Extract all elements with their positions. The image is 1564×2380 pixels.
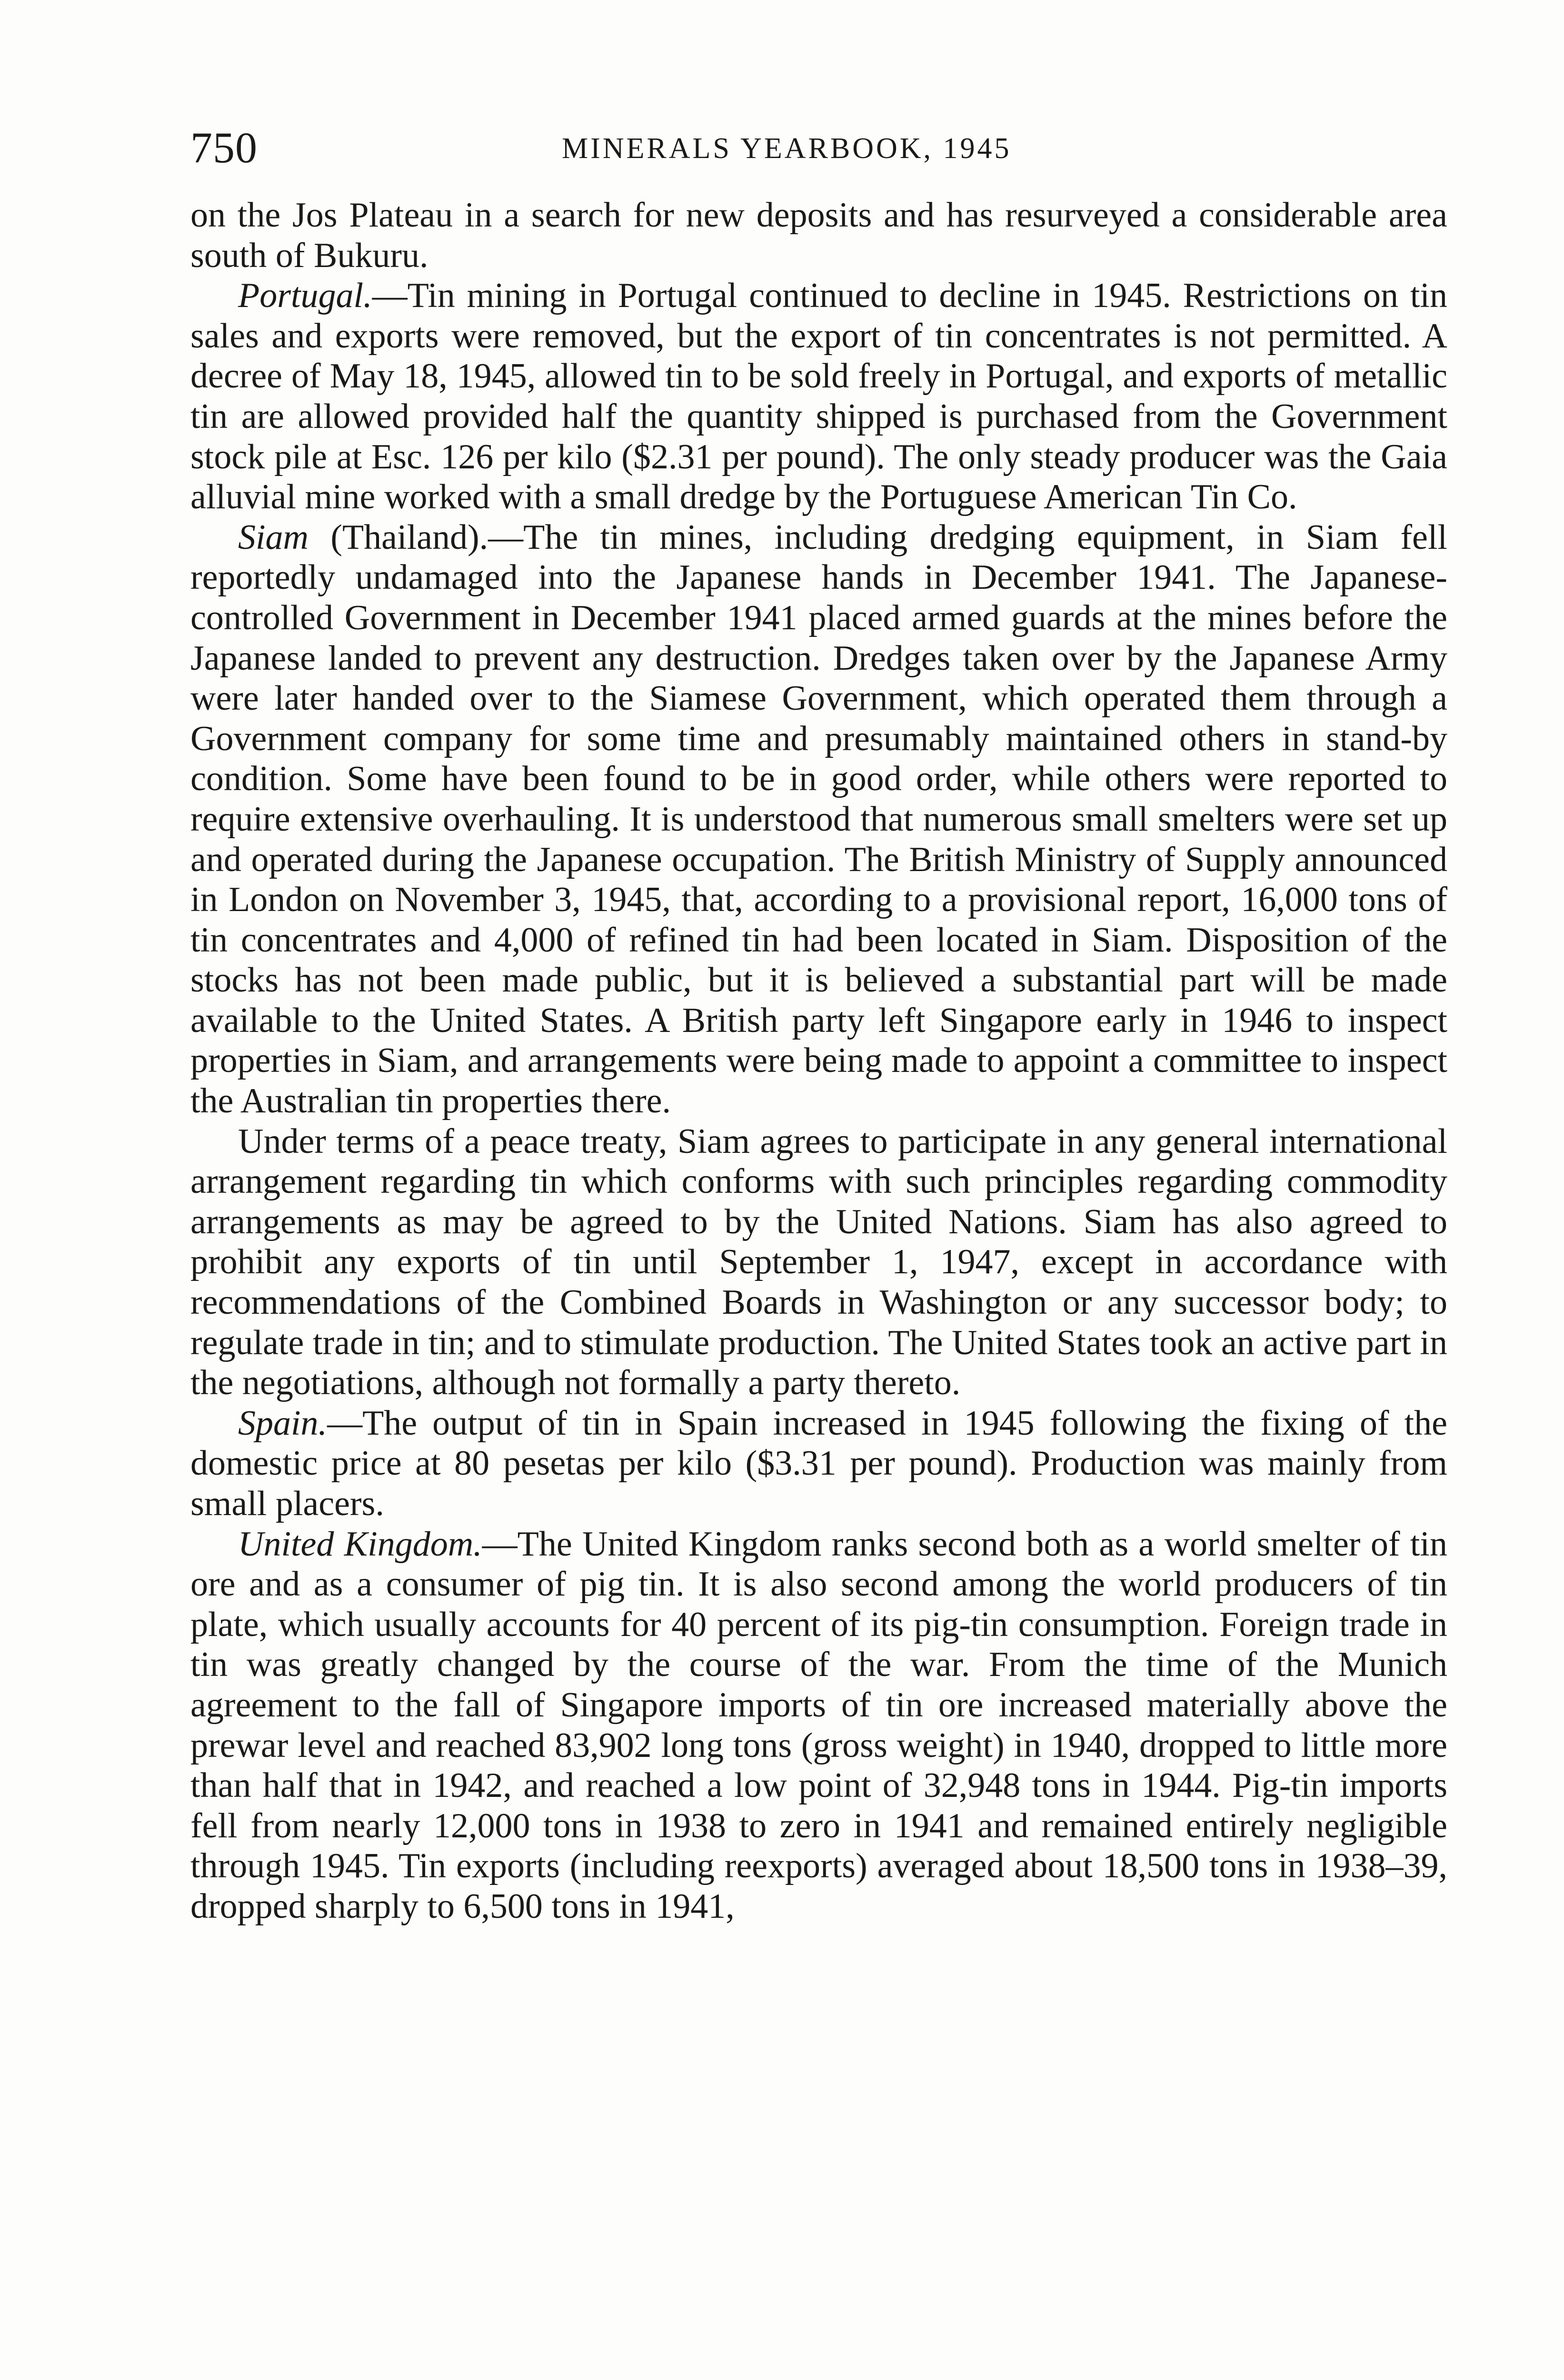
paragraph-text: (Thailand).—The tin mines, including dredging equipment, in Siam fell reportedly undamaged into the Japanese hands in December 1941. The Japanese-controlled Government in December 1941 placed armed guards at the mines before the Japanese landed to prevent any destruction. Dredges taken over by the Japanese Army were later handed over to the Siamese Government, which operated them through a Government company for some time and presumably maintained others in stand-by condition. Some have been found to be in good order, while others were reported to require extensive overhauling. It is understood that numerous small smelters were set up and operated during the Japanese occupation. The British Ministry of Supply announced in London on November 3, 1945, that, according to a provisional report, 16,000 tons of tin concentrates and 4,000 of refined tin had been located in Siam. Disposition of the stocks has not been made public, but it is believed a substantial part will be made available to the United States. A British party left Singapore early in 1946 to inspect properties in Siam, and arrangements were being made to appoint a committee to inspect the Australian tin properties there.	[190, 517, 1447, 1121]
section-lead-spain: Spain.	[238, 1403, 328, 1443]
section-lead-united-kingdom: United Kingdom.	[238, 1524, 482, 1564]
page-header	[190, 121, 1447, 174]
paragraph-continuation	[190, 195, 1447, 276]
paragraph-text: —The United Kingdom ranks second both as a world smelter of tin ore and as a consumer of pig tin. It is also second among the world producers of tin plate, which usually accounts for 40 percent of its pig-tin consumption. Foreign trade in tin was greatly changed by the course of the war. From the time of the Munich agreement to the fall of Singapore imports of tin ore increased materially above the prewar level and reached 83,902 long tons (gross weight) in 1940, dropped to little more than half that in 1942, and reached a low point of 32,948 tons in 1944. Pig-tin imports fell from nearly 12,000 tons in 1938 to zero in 1941 and remained entirely negligible through 1945. Tin exports (including reexports) averaged about 18,500 tons in 1938–39, dropped sharply to 6,500 tons in 1941,	[190, 1524, 1447, 1926]
section-lead-siam: Siam	[238, 517, 309, 557]
paragraph-text: Under terms of a peace treaty, Siam agrees to participate in any general international arrangement regarding tin which conforms with such principles regarding commodity arrangements as may be agreed to by the United Nations. Siam has also agreed to prohibit any exports of tin until September 1, 1947, except in accordance with recommendations of the Combined Boards in Washington or any successor body; to regulate trade in tin; and to stimulate production. The United States took an active part in the negotiations, although not formally a party thereto.	[190, 1121, 1447, 1403]
paragraph-text: on the Jos Plateau in a search for new deposits and has resurveyed a considerable area south of Bukuru.	[190, 196, 1447, 275]
paragraph-siam	[190, 517, 1447, 1121]
running-head: MINERALS YEARBOOK, 1945	[562, 132, 1012, 165]
paragraph-text: —Tin mining in Portugal continued to decline in 1945. Restrictions on tin sales and exports were removed, but the export of tin concentrates is not permitted. A decree of May 18, 1945, allowed tin to be sold freely in Portugal, and exports of metallic tin are allowed provided half the quantity shipped is purchased from the Government stock pile at Esc. 126 per kilo ($2.31 per pound). The only steady producer was the Gaia alluvial mine worked with a small dredge by the Portuguese American Tin Co.	[190, 276, 1447, 517]
paragraph-portugal	[190, 276, 1447, 517]
section-lead-portugal: Portugal.	[238, 276, 372, 316]
paragraph-siam-treaty	[190, 1121, 1447, 1403]
page-number: 750	[190, 123, 258, 172]
paragraph-spain	[190, 1403, 1447, 1524]
paragraph-text: —The output of tin in Spain increased in 1945 following the fixing of the domestic price at 80 pesetas per kilo ($3.31 per pound). Production was mainly from small placers.	[190, 1403, 1447, 1523]
body-text	[190, 195, 1447, 1927]
paragraph-united-kingdom	[190, 1524, 1447, 1927]
